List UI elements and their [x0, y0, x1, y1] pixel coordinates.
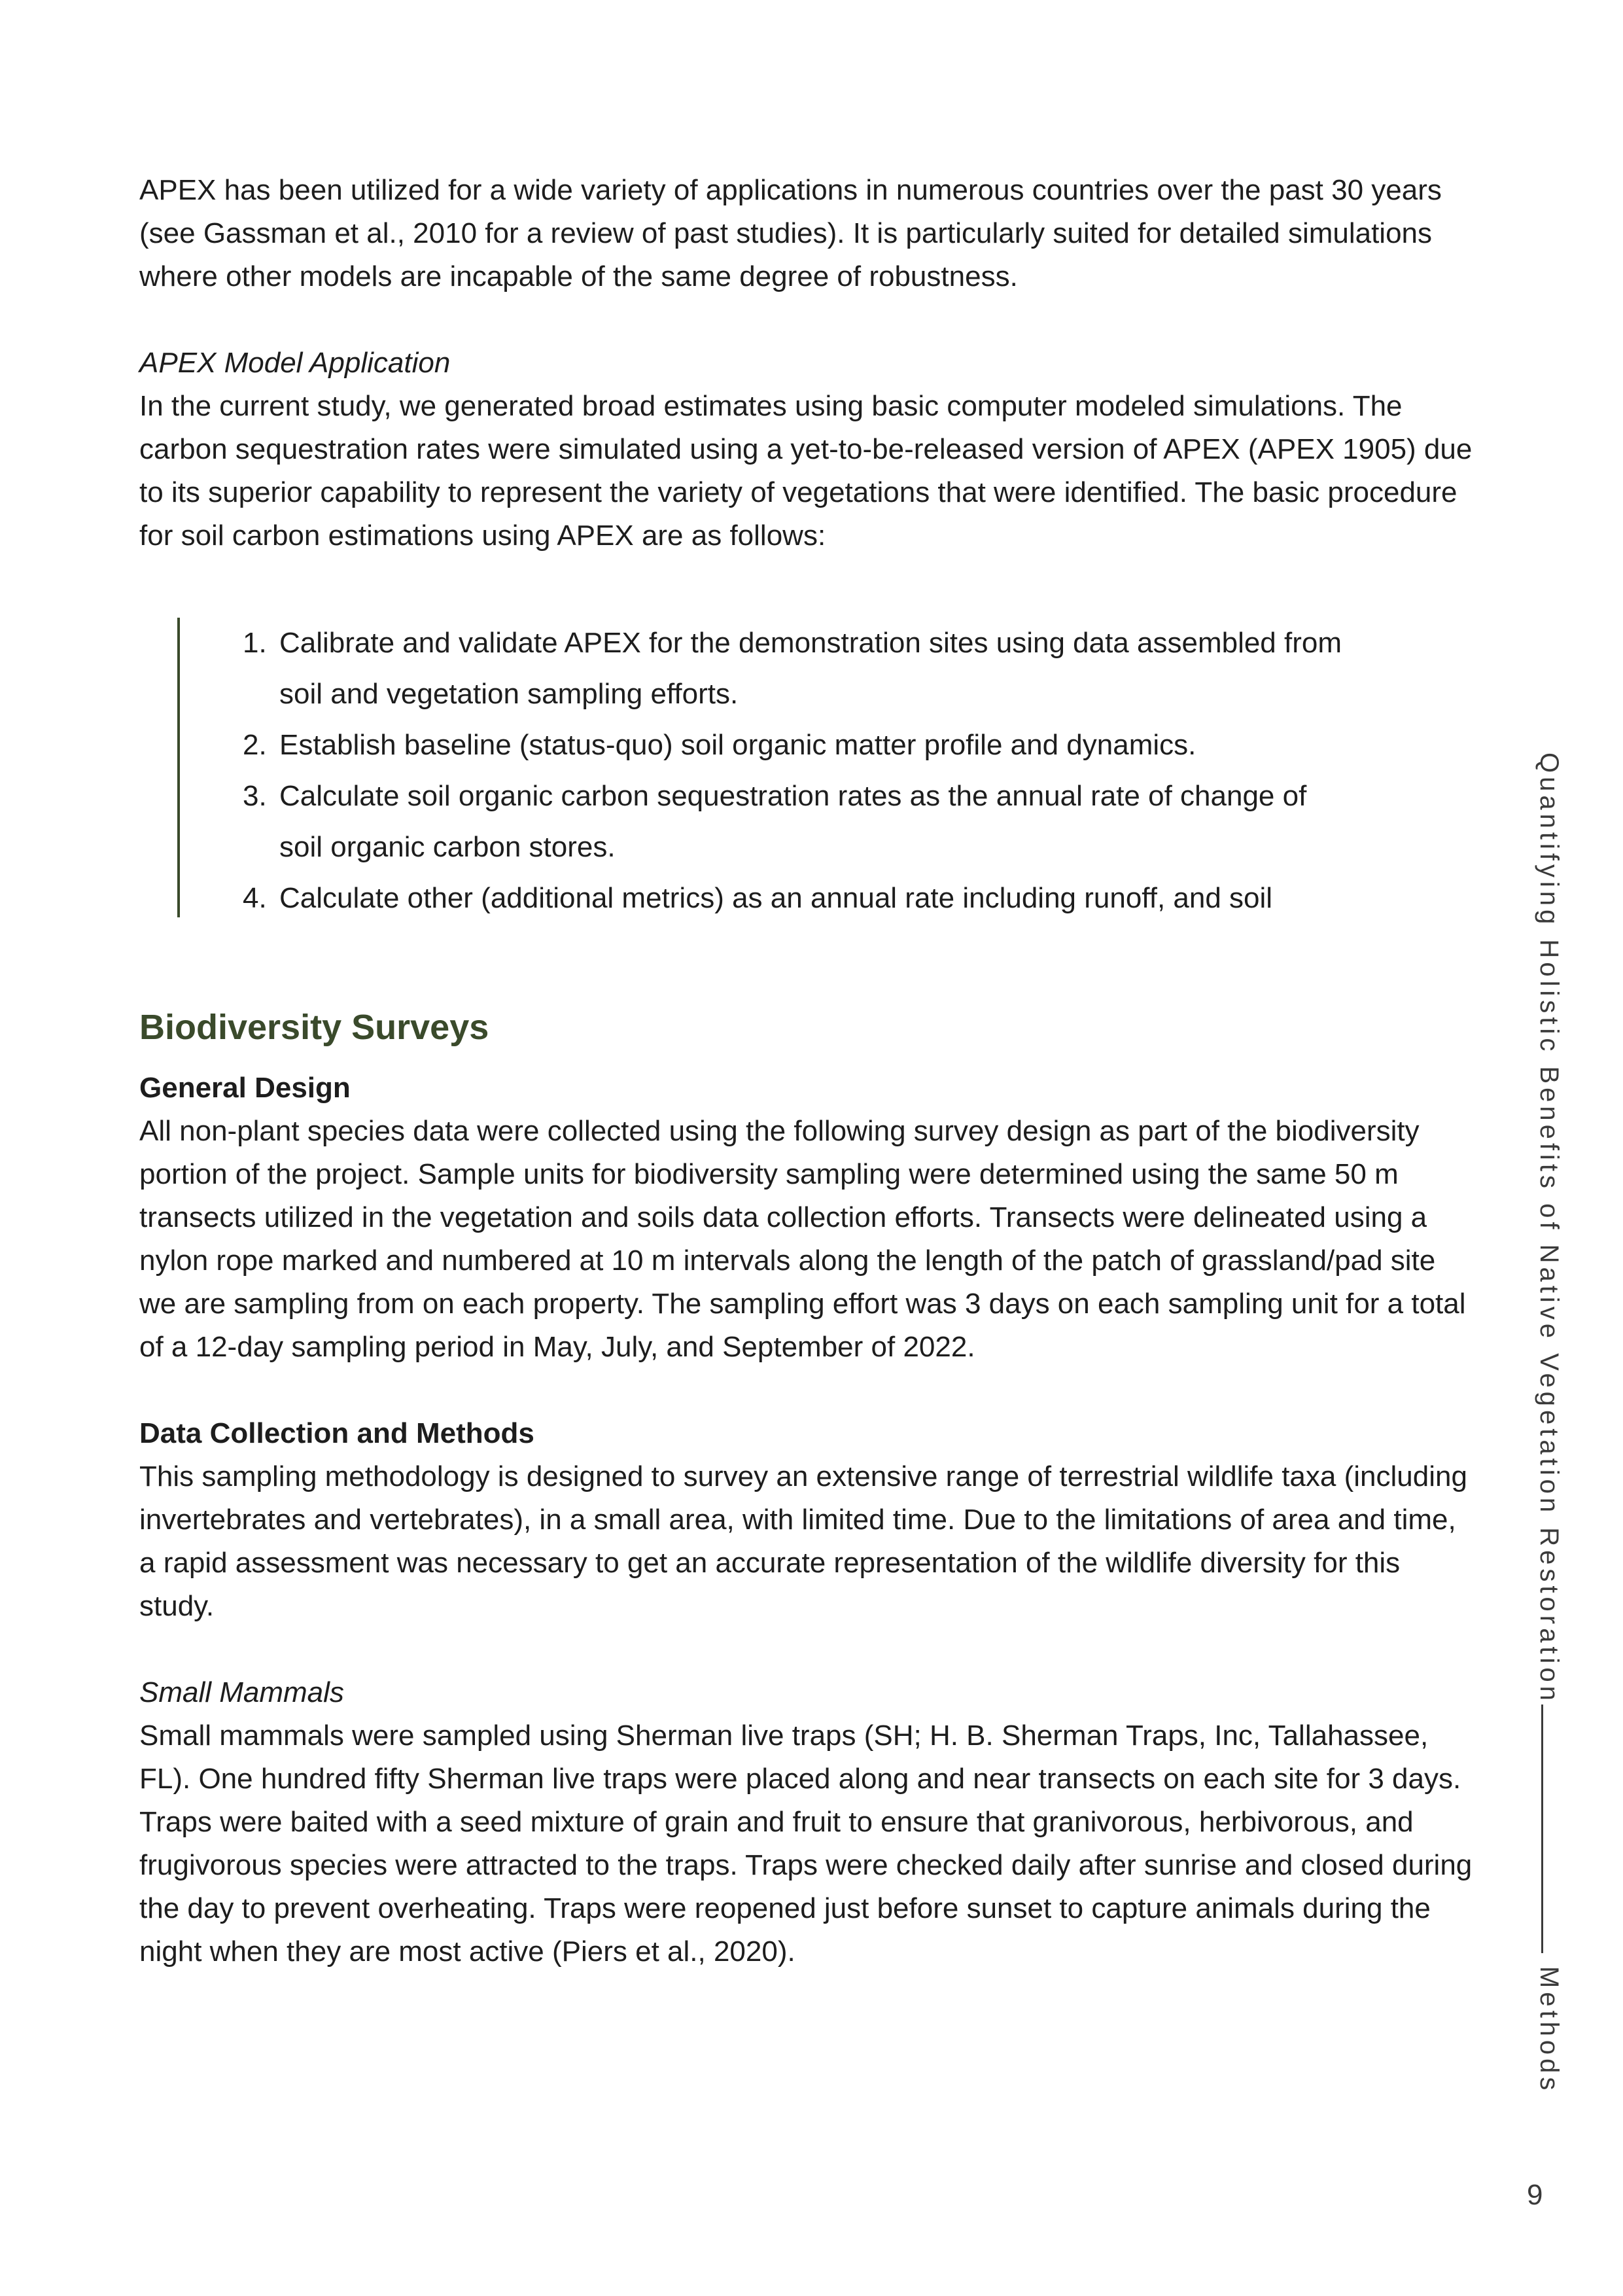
sidebar-divider	[1541, 1704, 1543, 1953]
list-item	[243, 618, 1355, 720]
small-mammals-heading: Small Mammals	[139, 1676, 344, 1708]
list-item-text: Establish baseline (status-quo) soil organic matter profile and dynamics.	[279, 729, 1196, 761]
main-content	[139, 169, 1474, 557]
biodiversity-section	[139, 1001, 1474, 1973]
data-collection-paragraph: This sampling methodology is designed to survey an extensive range of terrestrial wildlife taxa (including invertebrates and vertebrates), in a small area, with limited time. Due to the limitations of area and time, a rapid assessment was necessary to get an accurate representation of the wildlife diversity for this study.	[139, 1460, 1467, 1622]
list-item-text: Calculate soil organic carbon sequestration rates as the annual rate of change of soil organic carbon stores.	[279, 780, 1307, 863]
general-design-heading: General Design	[139, 1072, 351, 1104]
spacer	[139, 1053, 1474, 1067]
list-item-number: 3.	[243, 780, 267, 812]
sidebar-document-title-text: Quantifying Holistic Benefits of Native Vegetation Restoration	[1535, 752, 1563, 1704]
list-item-text: Calibrate and validate APEX for the demonstration sites using data assembled from soil and vegetation sampling efforts.	[279, 627, 1342, 710]
list-item-number: 4.	[243, 882, 267, 914]
spacer	[139, 298, 1474, 342]
sidebar-section-label	[1528, 1966, 1567, 2097]
procedure-list-block	[177, 618, 1423, 917]
list-item	[243, 720, 1355, 771]
list-item	[243, 873, 1355, 924]
sidebar-section-text: Methods	[1535, 1966, 1563, 2094]
small-mammals-paragraph: Small mammals were sampled using Sherman live traps (SH; H. B. Sherman Traps, Inc, Tallahassee, FL). One hundred fifty Sherman live traps were placed along and near transects on each site for 3 days. Traps were baited with a seed mixture of grain and fruit to ensure that granivorous, herbivorous, and frugivorous species were attracted to the traps. Traps were checked daily after sunrise and closed during the day to prevent overheating. Traps were reopened just before sunset to capture animals during the night when they are most active (Piers et al., 2020).	[139, 1720, 1473, 1968]
sidebar-document-title	[1528, 752, 1567, 1704]
apex-application-heading: APEX Model Application	[139, 347, 451, 379]
spacer	[139, 1369, 1474, 1412]
procedure-list	[243, 618, 1355, 924]
list-item-number: 1.	[243, 627, 267, 659]
list-item-number: 2.	[243, 729, 267, 761]
page-number: 9	[1527, 2179, 1543, 2211]
general-design-paragraph: All non-plant species data were collected using the following survey design as part of the biodiversity portion of the project. Sample units for biodiversity sampling were determined using the same 50 m transects utilized in the vegetation and soils data collection efforts. Transects were delineated using a nylon rope marked and numbered at 10 m intervals along the length of the patch of grassland/pad site we are sampling from on each property. The sampling effort was 3 days on each sampling unit for a total of a 12-day sampling period in May, July, and September of 2022.	[139, 1115, 1466, 1363]
apex-application-paragraph: In the current study, we generated broad estimates using basic computer modeled simulations. The carbon sequestration rates were simulated using a yet-to-be-released version of APEX (APEX 1905) due to its superior capability to represent the variety of vegetations that were identified. The basic procedure for soil carbon estimations using APEX are as follows:	[139, 390, 1473, 552]
list-item-text: Calculate other (additional metrics) as an annual rate including runoff, and soil	[279, 882, 1273, 914]
section-title: Biodiversity Surveys	[139, 1008, 489, 1047]
data-collection-heading: Data Collection and Methods	[139, 1417, 534, 1449]
spacer	[139, 1628, 1474, 1671]
list-item	[243, 771, 1355, 873]
intro-paragraph: APEX has been utilized for a wide variety of applications in numerous countries over the past 30 years (see Gassman et al., 2010 for a review of past studies). It is particularly suited for detailed simulations where other models are incapable of the same degree of robustness.	[139, 174, 1442, 292]
